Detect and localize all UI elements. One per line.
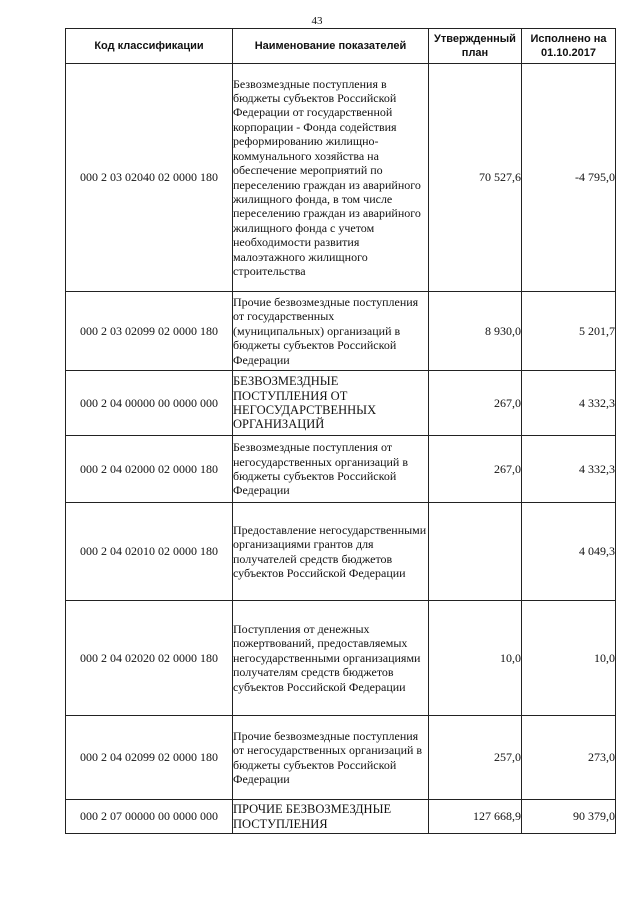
row-name: Прочие безвозмездные поступления от государственных (муниципальных) организаций в бюджеты субъектов Российской Федерации (233, 292, 429, 371)
row-code: 000 2 04 02010 02 0000 180 (66, 503, 233, 601)
table-row (66, 503, 616, 601)
row-plan: 8 930,0 (429, 292, 522, 371)
row-name: Предоставление негосударственными организациями грантов для получателей средств бюджетов субъектов Российской Федерации (233, 503, 429, 601)
header-done: Исполнено на 01.10.2017 (522, 29, 616, 64)
row-code: 000 2 04 02099 02 0000 180 (66, 716, 233, 800)
table-row (66, 436, 616, 503)
table-header-row (66, 29, 616, 64)
row-name: Прочие безвозмездные поступления от негосударственных организаций в бюджеты субъектов Российской Федерации (233, 716, 429, 800)
row-done: 273,0 (522, 716, 616, 800)
table-row (66, 292, 616, 371)
header-plan: Утвержденный план (429, 29, 522, 64)
table-row (66, 800, 616, 834)
table-row (66, 64, 616, 292)
row-done: 90 379,0 (522, 800, 616, 834)
row-done: 10,0 (522, 601, 616, 716)
header-code: Код классификации (66, 29, 233, 64)
row-plan: 127 668,9 (429, 800, 522, 834)
row-code: 000 2 04 02020 02 0000 180 (66, 601, 233, 716)
row-name: Поступления от денежных пожертвований, предоставляемых негосударственными организациями получателям средств бюджетов субъектов Российской Федерации (233, 601, 429, 716)
row-done: 4 049,3 (522, 503, 616, 601)
row-code: 000 2 03 02040 02 0000 180 (66, 64, 233, 292)
page-number: 43 (311, 15, 323, 27)
row-done: 4 332,3 (522, 371, 616, 436)
row-code: 000 2 04 02000 02 0000 180 (66, 436, 233, 503)
row-code: 000 2 07 00000 00 0000 000 (66, 800, 233, 834)
row-done: -4 795,0 (522, 64, 616, 292)
row-name: Безвозмездные поступления от негосударственных организаций в бюджеты субъектов Российской Федерации (233, 436, 429, 503)
row-code: 000 2 03 02099 02 0000 180 (66, 292, 233, 371)
row-name: Безвозмездные поступления в бюджеты субъектов Российской Федерации от государственной корпорации - Фонда содействия реформированию жилищно-коммунального хозяйства на обеспечение мероприятий по переселению граждан из аварийного жилищного фонда, в том числе переселению граждан из аварийного жилищного фонда с учетом необходимости развития малоэтажного жилищного строительства (233, 64, 429, 292)
row-name: БЕЗВОЗМЕЗДНЫЕ ПОСТУПЛЕНИЯ ОТ НЕГОСУДАРСТВЕННЫХ ОРГАНИЗАЦИЙ (233, 371, 429, 436)
header-name: Наименование показателей (233, 29, 429, 64)
row-plan (429, 503, 522, 601)
row-done: 5 201,7 (522, 292, 616, 371)
row-plan: 257,0 (429, 716, 522, 800)
row-plan: 70 527,6 (429, 64, 522, 292)
revenue-table (65, 28, 616, 834)
row-code: 000 2 04 00000 00 0000 000 (66, 371, 233, 436)
row-done: 4 332,3 (522, 436, 616, 503)
row-plan: 267,0 (429, 436, 522, 503)
row-plan: 10,0 (429, 601, 522, 716)
row-plan: 267,0 (429, 371, 522, 436)
table-row (66, 601, 616, 716)
table-row (66, 716, 616, 800)
table-row (66, 371, 616, 436)
row-name: ПРОЧИЕ БЕЗВОЗМЕЗДНЫЕ ПОСТУПЛЕНИЯ (233, 800, 429, 834)
